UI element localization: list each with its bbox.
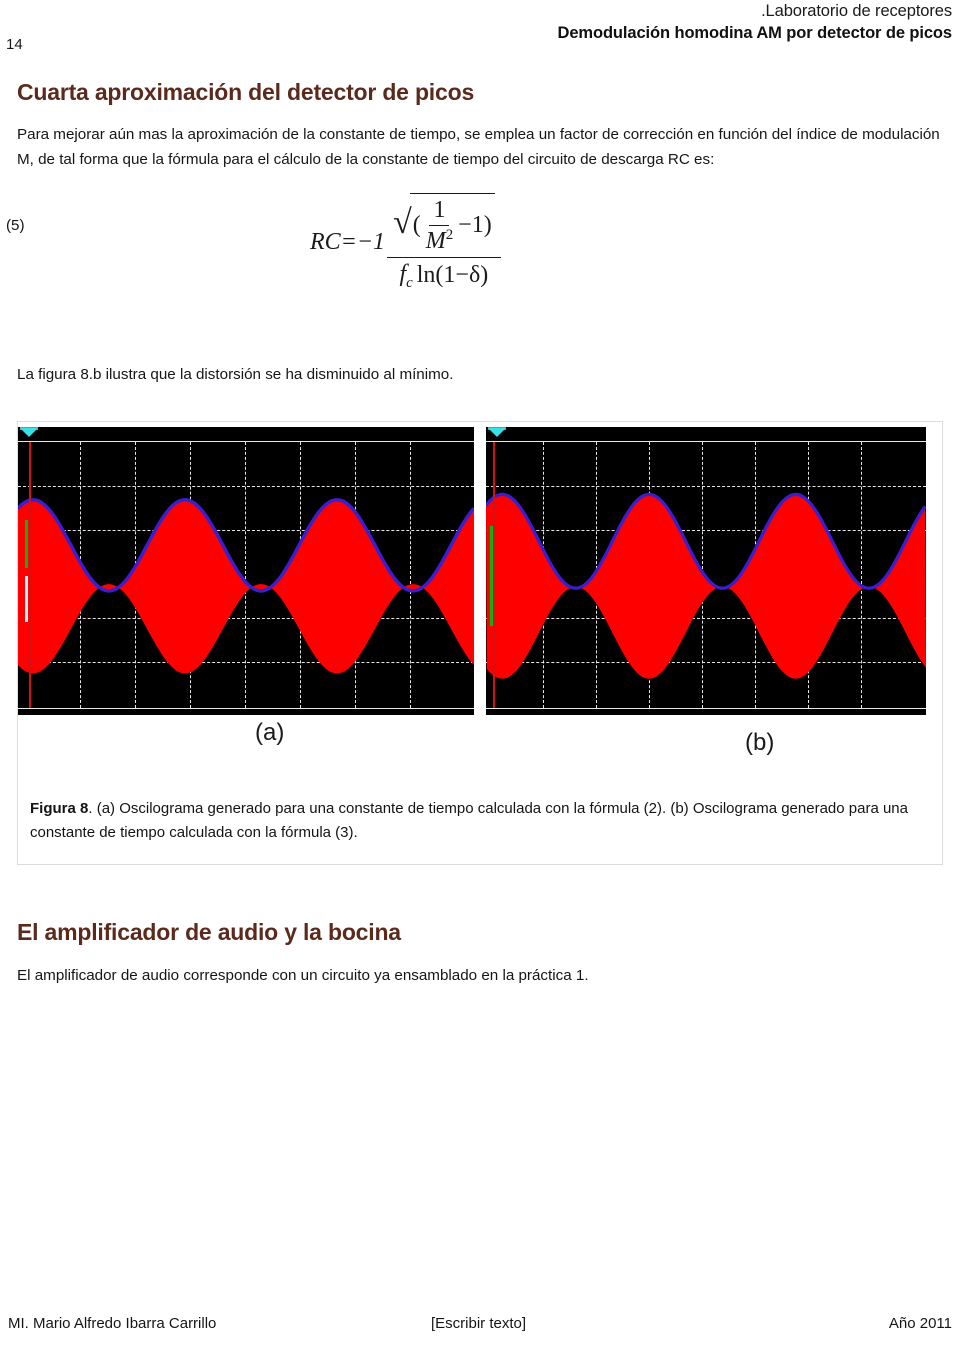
scope-b-topbar bbox=[486, 427, 926, 441]
equation-number: (5) bbox=[6, 217, 25, 234]
scope-b-grid-area bbox=[486, 441, 926, 709]
header-title: Demodulación homodina AM por detector de picos bbox=[557, 24, 952, 42]
figure-caption-text: . (a) Oscilograma generado para una constante de tiempo calculada con la fórmula (2). (b) Oscilograma generado para una constante de tiempo calculada con la fórmula (3). bbox=[30, 800, 908, 841]
equation-radicand bbox=[410, 193, 495, 255]
oscilloscope-screen-a bbox=[18, 427, 474, 715]
header-subtitle: .Laboratorio de receptores bbox=[761, 2, 952, 20]
inner-denominator: $M^2$ bbox=[425, 226, 454, 254]
oscilloscope-screen-b bbox=[486, 427, 926, 715]
scope-a-label: (a) bbox=[255, 719, 285, 746]
footer-author: MI. Mario Alfredo Ibarra Carrillo bbox=[8, 1315, 217, 1332]
scope-a-waveform bbox=[18, 442, 474, 709]
scope-b-channel-marker-green[interactable] bbox=[490, 526, 493, 626]
denominator-fc: $f_c$ bbox=[399, 260, 413, 291]
paragraph-amplificador: El amplificador de audio corresponde con un circuito ya ensamblado en la práctica 1. bbox=[17, 967, 589, 984]
equation-radical bbox=[393, 193, 495, 255]
inner-numerator: 1 bbox=[429, 197, 449, 226]
scope-a-channel-marker-white[interactable] bbox=[25, 576, 28, 622]
scope-a-topbar bbox=[18, 427, 474, 441]
denominator-ln-term: ln(1−δ) bbox=[416, 262, 489, 289]
scope-a-trigger-cursor[interactable] bbox=[29, 442, 31, 708]
section-heading-cuarta-aproximacion: Cuarta aproximación del detector de picos bbox=[17, 79, 475, 105]
page-footer bbox=[0, 1315, 960, 1339]
paragraph-intro: Para mejorar aún mas la aproximación de la constante de tiempo, se emplea un factor de corrección en función del índice de modulación M, de tal forma que la fórmula para el cálculo de la constante de tiempo del circuito de descarga RC es: bbox=[17, 126, 940, 168]
equation-rc-formula bbox=[310, 192, 501, 292]
equation-main-fraction bbox=[387, 193, 501, 292]
oscilloscope-row bbox=[18, 427, 926, 717]
page-header bbox=[0, 0, 960, 52]
fc-subscript: c bbox=[406, 274, 413, 291]
radicand-open-paren: ( bbox=[412, 212, 421, 239]
radicand-minus-one: −1) bbox=[458, 212, 492, 239]
figure-caption bbox=[30, 797, 928, 845]
equation-inner-fraction bbox=[422, 197, 457, 255]
scope-a-channel-marker-green[interactable] bbox=[25, 520, 28, 568]
footer-year: Año 2011 bbox=[888, 1315, 952, 1332]
scope-b-label: (b) bbox=[745, 729, 775, 756]
paragraph-figura-8b: La figura 8.b ilustra que la distorsión se ha disminuido al mínimo. bbox=[17, 366, 454, 383]
section-heading-amplificador: El amplificador de audio y la bocina bbox=[17, 919, 401, 945]
m-exponent: 2 bbox=[445, 226, 454, 243]
equation-numerator bbox=[387, 193, 501, 258]
scope-a-grid-area bbox=[18, 441, 474, 709]
page-number: 14 bbox=[6, 36, 23, 53]
figure-caption-label: Figura 8 bbox=[30, 800, 89, 817]
radical-sign-icon: √ bbox=[393, 204, 412, 242]
footer-placeholder: [Escribir texto] bbox=[431, 1315, 527, 1332]
equation-denominator bbox=[393, 258, 494, 292]
trigger-marker-icon-a bbox=[20, 428, 38, 437]
scope-b-waveform bbox=[486, 442, 926, 709]
equation-left-hand-side: RC=−1 bbox=[310, 228, 386, 255]
scope-b-trigger-cursor[interactable] bbox=[493, 442, 495, 708]
trigger-marker-icon-b bbox=[488, 428, 506, 437]
